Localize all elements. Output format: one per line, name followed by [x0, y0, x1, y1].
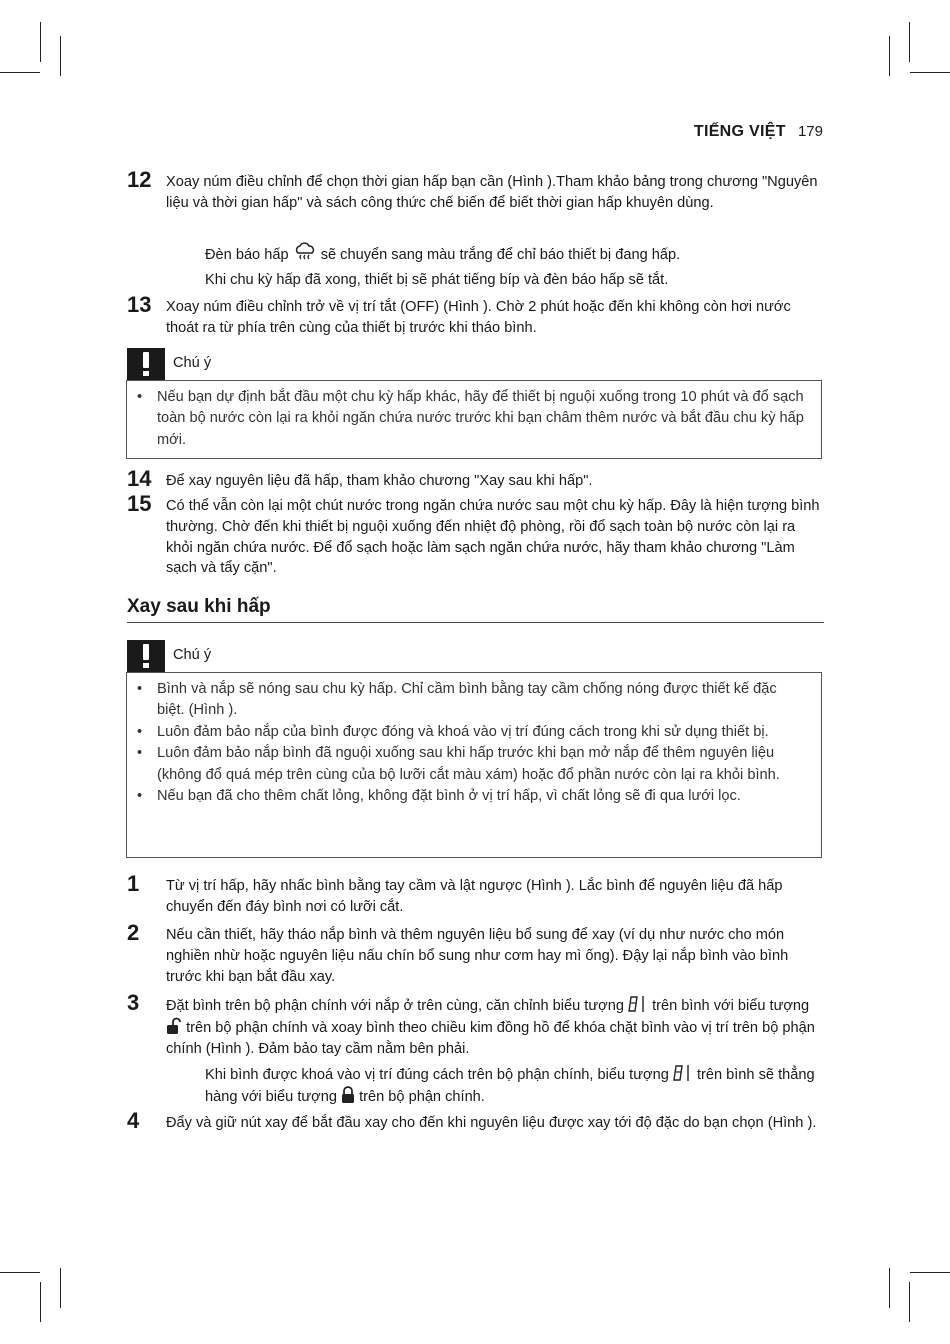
step-text: Có thể vẫn còn lại một chút nước trong ngăn chứa nước sau một chu kỳ hấp. Đây là hiện tượng bình thường. Chờ đến khi thiết bị nguội xuống đến nhiệt độ phòng, rồi đổ sạch toàn bộ nước còn lại ra khỏi ngăn chứa nước. Để đổ sạch hoặc làm sạch ngăn chứa nước, hãy tham khảo chương "Làm sạch và tẩy cặn". — [166, 498, 820, 577]
note-label: Chú ý — [173, 647, 212, 663]
crop-mark — [889, 1268, 890, 1308]
page-number: 179 — [797, 123, 823, 140]
crop-mark — [909, 1282, 910, 1322]
note-header — [127, 640, 824, 672]
note-label: Chú ý — [173, 355, 212, 371]
lock-icon — [341, 1086, 355, 1104]
step-number: 15 — [127, 491, 152, 516]
jar-align-icon — [628, 995, 648, 1013]
step-text: Nếu cần thiết, hãy tháo nắp bình và thêm nguyên liệu bổ sung để xay (ví dụ như nước cho món nghiền nhừ hoặc nguyên liệu nấu chín bổ sung như cơm hay mì ống). Đậy lại nắp bình vào bình trước khi bạn bắt đầu xay. — [166, 927, 789, 985]
step-text: Từ vị trí hấp, hãy nhấc bình bằng tay cầm và lật ngược (Hình ). Lắc bình để nguyên liệu đã hấp chuyển đến đáy bình nơi có lưỡi cắt. — [166, 878, 783, 915]
step-3 — [127, 990, 824, 1059]
note-header — [127, 348, 824, 380]
note-item: • Nếu bạn dự định bắt đầu một chu kỳ hấp khác, hãy để thiết bị nguội xuống trong 10 phút và đổ sạch toàn bộ nước còn lại ra khỏi ngăn chứa nước trước khi bạn châm thêm nước và bắt đầu chu kỳ hấp mới. — [137, 387, 807, 451]
note-item: • Bình và nắp sẽ nóng sau chu kỳ hấp. Chỉ cầm bình bằng tay cầm chống nóng được thiết kế đặc biệt. (Hình ). — [137, 679, 807, 722]
step-text: Để xay nguyên liệu đã hấp, tham khảo chương "Xay sau khi hấp". — [166, 473, 593, 489]
crop-mark — [40, 22, 41, 62]
step-text-part: trên bình với biểu tượng — [652, 998, 810, 1014]
note-box — [126, 672, 822, 858]
sub-text: trên bộ phận chính. — [359, 1088, 485, 1105]
step-15 — [127, 491, 824, 579]
step-13 — [127, 292, 824, 339]
crop-mark — [40, 1282, 41, 1322]
step-12-sub-b: Khi chu kỳ hấp đã xong, thiết bị sẽ phát tiếng bíp và đèn báo hấp sẽ tắt. — [205, 272, 669, 288]
crop-mark — [910, 1272, 950, 1273]
page-header — [694, 123, 823, 141]
crop-mark — [0, 1272, 40, 1273]
crop-mark — [60, 1268, 61, 1308]
step-number: 13 — [127, 292, 152, 317]
step-text — [166, 995, 824, 1059]
step-text-part: Đặt bình trên bộ phận chính với nắp ở trên cùng, căn chỉnh biểu tượng — [166, 998, 624, 1014]
step-text: Xoay núm điều chỉnh trở về vị trí tắt (OFF) (Hình ). Chờ 2 phút hoặc đến khi không còn hơi nước thoát ra từ phía trên cùng của thiết bị trước khi tháo bình. — [166, 299, 791, 336]
crop-mark — [910, 72, 950, 73]
crop-mark — [0, 72, 40, 73]
warning-icon — [127, 348, 165, 380]
step-number: 4 — [127, 1108, 140, 1133]
sub-text: sẽ chuyển sang màu trắng để chỉ báo thiết bị đang hấp. — [320, 247, 681, 263]
unlock-icon — [166, 1017, 182, 1035]
steam-icon — [293, 242, 317, 262]
step-number: 2 — [127, 920, 140, 945]
sub-text: Đèn báo hấp — [205, 247, 289, 263]
warning-icon — [127, 640, 165, 672]
step-14 — [127, 466, 824, 492]
step-12 — [127, 167, 824, 214]
step-text: Xoay núm điều chỉnh để chọn thời gian hấp bạn cần (Hình ).Tham khảo bảng trong chương "Nguyên liệu và thời gian hấp" và sách công thức chế biến để biết thời gian hấp khuyên dùng. — [166, 174, 818, 211]
crop-mark — [909, 22, 910, 62]
step-number: 1 — [127, 871, 140, 896]
step-3-sub — [205, 1064, 825, 1108]
note-item: • Luôn đảm bảo nắp bình đã nguội xuống sau khi hấp trước khi bạn mở nắp để thêm nguyên liệu (không đổ quá mép trên cùng của bộ lưỡi cắt màu xám) hoặc đổ phần nước còn lại ra khỏi bình. — [137, 743, 807, 786]
section-title: Xay sau khi hấp — [127, 596, 824, 623]
sub-text: trên bình sẽ thẳng hàng với biểu tượng — [205, 1067, 815, 1105]
crop-mark — [60, 36, 61, 76]
step-12-sub-a — [205, 242, 825, 266]
jar-align-icon — [673, 1064, 693, 1082]
step-number: 12 — [127, 167, 152, 192]
step-number: 14 — [127, 466, 152, 491]
sub-text: Khi bình được khoá vào vị trí đúng cách trên bộ phận chính, biểu tượng — [205, 1067, 669, 1083]
note-item: • Nếu bạn đã cho thêm chất lỏng, không đặt bình ở vị trí hấp, vì chất lỏng sẽ đi qua lưới lọc. — [137, 786, 807, 807]
step-1 — [127, 871, 824, 918]
note-box — [126, 380, 822, 459]
crop-mark — [889, 36, 890, 76]
note-item: • Luôn đảm bảo nắp của bình được đóng và khoá vào vị trí đúng cách trong khi sử dụng thiết bị. — [137, 722, 807, 743]
step-text-part: trên bộ phận chính và xoay bình theo chiều kim đồng hồ để khóa chặt bình vào vị trí trên bộ phận chính (Hình ). Đảm bảo tay cầm nằm bên phải. — [166, 1019, 815, 1057]
header-language: TIẾNG VIỆT — [693, 123, 786, 140]
step-number: 3 — [127, 990, 140, 1015]
step-text: Đẩy và giữ nút xay để bắt đầu xay cho đến khi nguyên liệu được xay tới độ đặc do bạn chọn (Hình ). — [166, 1115, 817, 1131]
step-4 — [127, 1108, 824, 1134]
step-2 — [127, 920, 824, 987]
